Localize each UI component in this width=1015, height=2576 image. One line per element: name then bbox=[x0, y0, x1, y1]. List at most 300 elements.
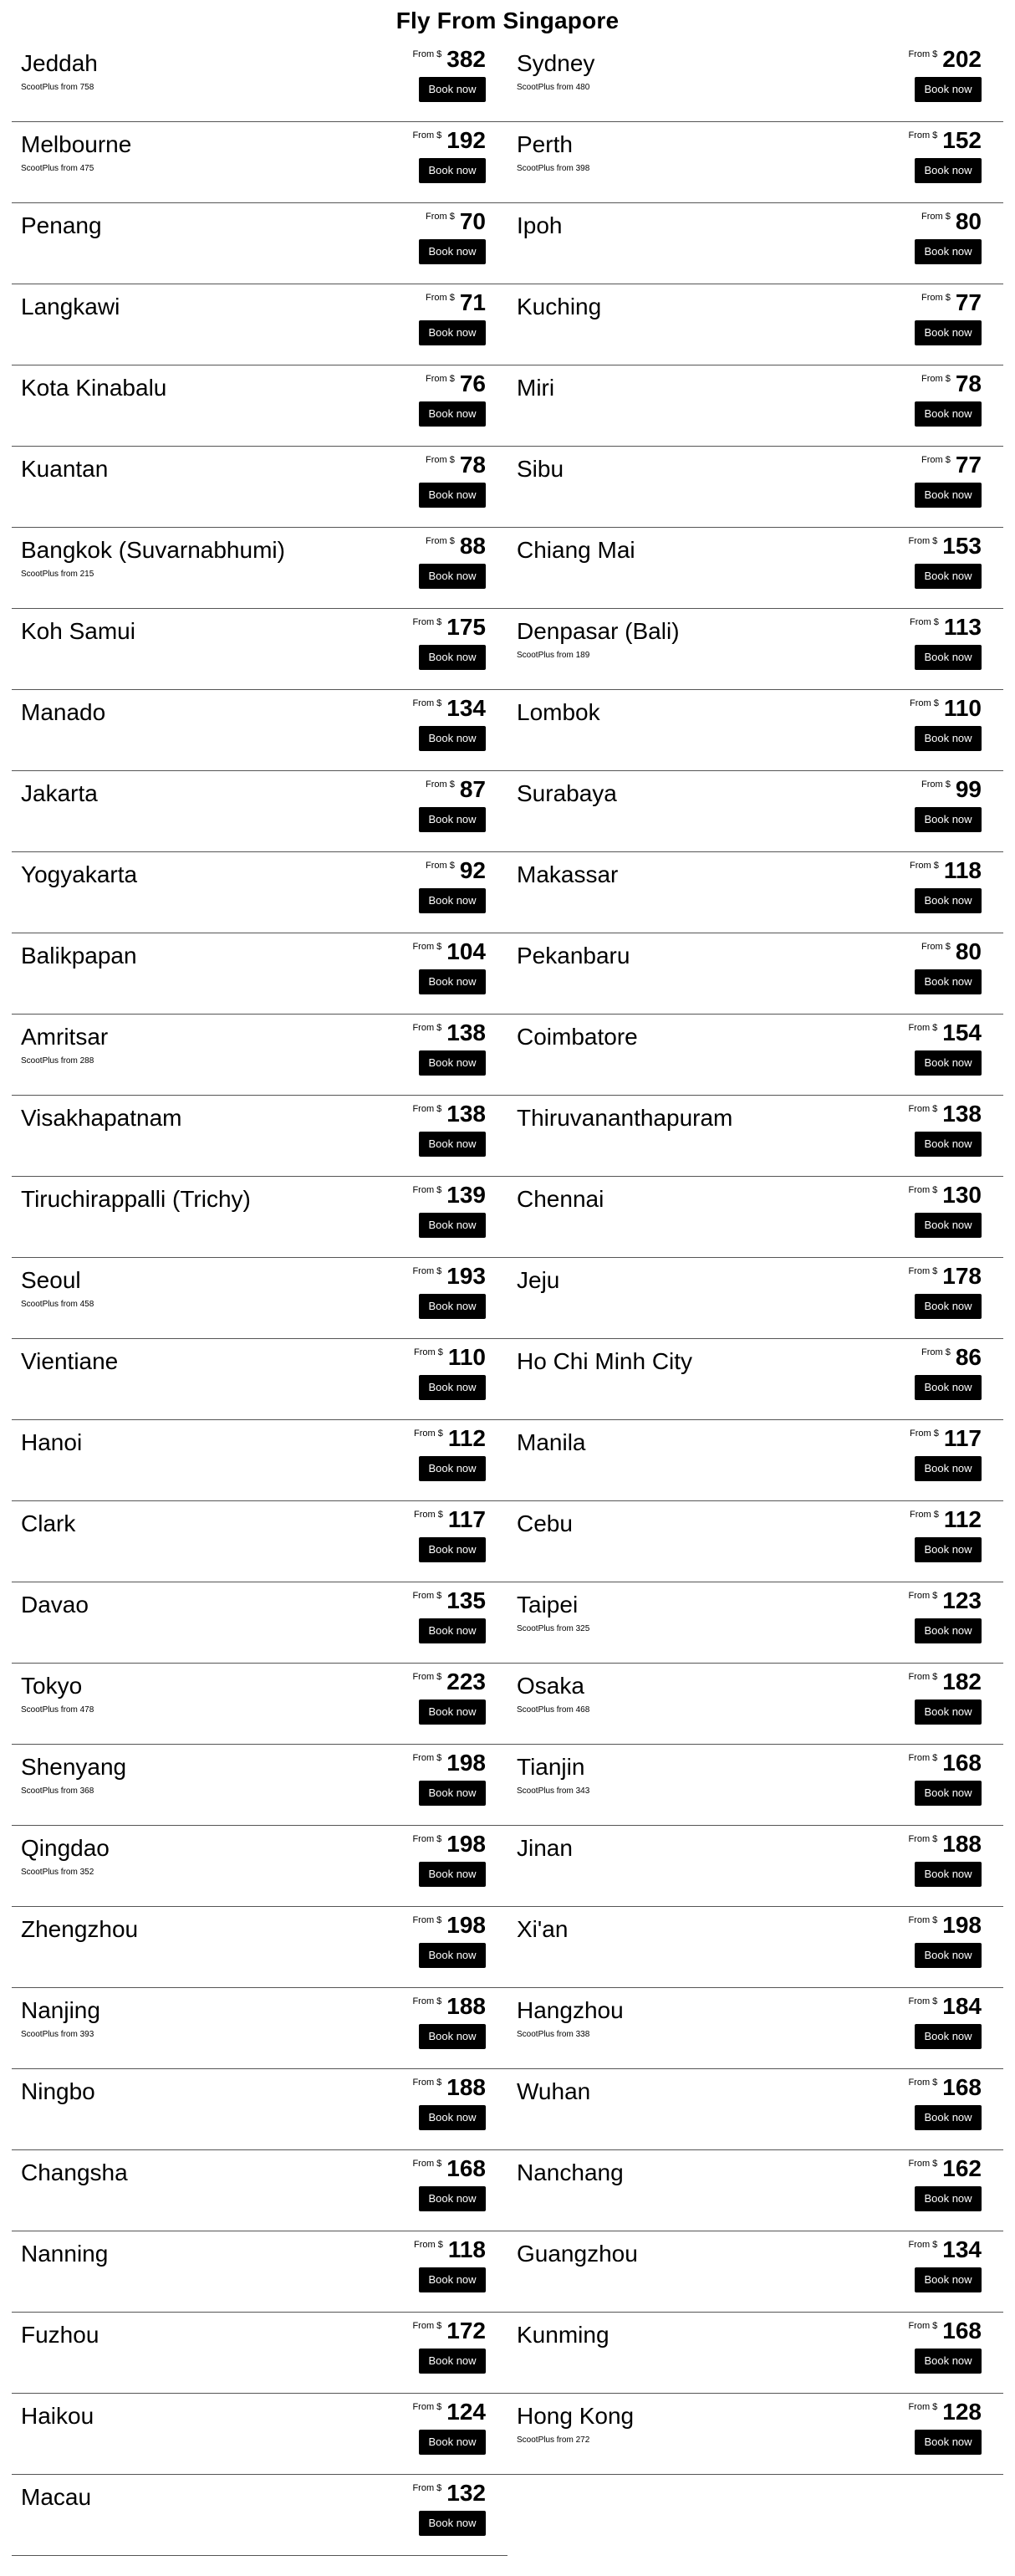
destination-name: Manila bbox=[517, 1429, 586, 1455]
fare-price bbox=[908, 2236, 982, 2265]
destination-name: Zhengzhou bbox=[21, 1916, 139, 1942]
book-now-button[interactable]: Book now bbox=[915, 77, 982, 102]
fare-price bbox=[921, 289, 982, 318]
book-now-button[interactable]: Book now bbox=[915, 888, 982, 913]
from-label: From $ bbox=[908, 2078, 938, 2088]
book-now-button[interactable]: Book now bbox=[419, 1943, 486, 1968]
destination-name: Sydney bbox=[517, 50, 595, 76]
fare-price bbox=[908, 46, 982, 74]
destination-card bbox=[508, 1178, 1003, 1258]
fare-price bbox=[908, 1831, 982, 1859]
book-now-button[interactable]: Book now bbox=[915, 1699, 982, 1725]
destination-card bbox=[12, 123, 508, 203]
destination-card bbox=[12, 2476, 508, 2556]
destination-card bbox=[12, 42, 508, 122]
from-label: From $ bbox=[412, 698, 442, 708]
fare-price bbox=[908, 127, 982, 156]
destination-card bbox=[12, 529, 508, 609]
scootplus-price: ScootPlus from 758 bbox=[21, 83, 94, 92]
destination-name: Tokyo bbox=[21, 1673, 83, 1699]
fare-price bbox=[412, 614, 486, 642]
fare-amount: 135 bbox=[446, 1587, 486, 1613]
destination-card bbox=[12, 2151, 508, 2231]
destination-name: Seoul bbox=[21, 1267, 81, 1293]
from-label: From $ bbox=[908, 536, 938, 546]
from-label: From $ bbox=[908, 1104, 938, 1114]
book-now-button[interactable]: Book now bbox=[915, 2349, 982, 2374]
destination-card bbox=[508, 691, 1003, 771]
book-now-button[interactable]: Book now bbox=[419, 645, 486, 670]
destination-name: Wuhan bbox=[517, 2078, 591, 2104]
scootplus-price: ScootPlus from 352 bbox=[21, 1868, 94, 1877]
fare-amount: 154 bbox=[942, 1020, 982, 1045]
book-now-button[interactable]: Book now bbox=[419, 2105, 486, 2130]
destination-name: Amritsar bbox=[21, 1024, 109, 1050]
book-now-button[interactable]: Book now bbox=[915, 645, 982, 670]
fare-amount: 223 bbox=[446, 1669, 486, 1694]
from-label: From $ bbox=[413, 1347, 443, 1357]
fare-price bbox=[426, 533, 486, 561]
fare-amount: 87 bbox=[459, 776, 486, 802]
fare-price bbox=[412, 1020, 486, 1048]
fare-price bbox=[908, 2155, 982, 2184]
fare-price bbox=[908, 1750, 982, 1778]
destination-name: Macau bbox=[21, 2484, 92, 2510]
book-now-button[interactable]: Book now bbox=[915, 401, 982, 427]
book-now-button[interactable]: Book now bbox=[915, 1132, 982, 1157]
destination-name: Ipoh bbox=[517, 212, 563, 238]
book-now-button[interactable]: Book now bbox=[419, 1618, 486, 1643]
scootplus-price: ScootPlus from 189 bbox=[517, 651, 590, 660]
destination-card bbox=[508, 42, 1003, 122]
destination-name: Chennai bbox=[517, 1186, 604, 1212]
book-now-button[interactable]: Book now bbox=[915, 2105, 982, 2130]
fare-amount: 182 bbox=[942, 1669, 982, 1694]
destination-name: Ningbo bbox=[21, 2078, 95, 2104]
fare-price bbox=[412, 695, 486, 723]
destination-card bbox=[508, 447, 1003, 528]
destination-card bbox=[508, 772, 1003, 852]
scootplus-price: ScootPlus from 480 bbox=[517, 83, 590, 92]
fare-amount: 78 bbox=[459, 452, 486, 478]
fare-price bbox=[412, 1750, 486, 1778]
from-label: From $ bbox=[413, 2240, 443, 2250]
fare-amount: 124 bbox=[446, 2399, 486, 2425]
book-now-button[interactable]: Book now bbox=[915, 483, 982, 508]
destination-card bbox=[12, 934, 508, 1015]
destination-card bbox=[508, 285, 1003, 365]
from-label: From $ bbox=[426, 212, 455, 222]
destination-name: Qingdao bbox=[21, 1835, 110, 1861]
fare-amount: 193 bbox=[446, 1263, 486, 1289]
fare-amount: 113 bbox=[943, 614, 982, 640]
destination-card bbox=[508, 1583, 1003, 1664]
fare-amount: 175 bbox=[446, 614, 486, 640]
book-now-button[interactable]: Book now bbox=[915, 1294, 982, 1319]
destination-name: Kunming bbox=[517, 2322, 610, 2348]
fare-amount: 123 bbox=[942, 1587, 982, 1613]
fare-price bbox=[412, 2318, 486, 2346]
fare-price bbox=[921, 776, 982, 805]
from-label: From $ bbox=[412, 1915, 442, 1925]
destination-name: Davao bbox=[21, 1592, 89, 1618]
destination-name: Kota Kinabalu bbox=[21, 375, 167, 401]
destination-grid bbox=[12, 42, 1003, 2557]
fare-amount: 80 bbox=[955, 938, 982, 964]
book-now-button[interactable]: Book now bbox=[915, 969, 982, 994]
fare-amount: 152 bbox=[942, 127, 982, 153]
book-now-button[interactable]: Book now bbox=[419, 1537, 486, 1562]
book-now-button[interactable]: Book now bbox=[915, 1618, 982, 1643]
fare-price bbox=[412, 1101, 486, 1129]
from-label: From $ bbox=[908, 1023, 938, 1033]
page-title: Fly From Singapore bbox=[395, 8, 620, 33]
from-label: From $ bbox=[426, 536, 455, 546]
book-now-button[interactable]: Book now bbox=[915, 1456, 982, 1481]
fare-price bbox=[412, 1182, 486, 1210]
fare-amount: 78 bbox=[955, 371, 982, 396]
destination-name: Changsha bbox=[21, 2159, 128, 2185]
from-label: From $ bbox=[412, 617, 442, 627]
scootplus-price: ScootPlus from 475 bbox=[21, 164, 94, 173]
fare-amount: 134 bbox=[446, 695, 486, 721]
from-label: From $ bbox=[413, 1510, 443, 1520]
fare-amount: 88 bbox=[459, 533, 486, 559]
from-label: From $ bbox=[412, 1104, 442, 1114]
fare-amount: 198 bbox=[446, 1912, 486, 1938]
destination-name: Bangkok (Suvarnabhumi) bbox=[21, 537, 285, 563]
from-label: From $ bbox=[412, 2321, 442, 2331]
destination-card bbox=[12, 610, 508, 690]
destination-name: Balikpapan bbox=[21, 943, 137, 969]
destination-card bbox=[12, 1664, 508, 1745]
book-now-button[interactable]: Book now bbox=[419, 320, 486, 345]
from-label: From $ bbox=[909, 617, 939, 627]
destination-name: Makassar bbox=[517, 861, 619, 887]
fare-price bbox=[908, 533, 982, 561]
destination-card bbox=[12, 853, 508, 933]
destination-name: Koh Samui bbox=[21, 618, 135, 644]
book-now-button[interactable]: Book now bbox=[419, 158, 486, 183]
fare-amount: 92 bbox=[459, 857, 486, 883]
fare-amount: 184 bbox=[942, 1993, 982, 2019]
book-now-button[interactable]: Book now bbox=[915, 2267, 982, 2292]
fare-amount: 188 bbox=[942, 1831, 982, 1857]
book-now-button[interactable]: Book now bbox=[419, 1132, 486, 1157]
destination-name: Melbourne bbox=[21, 131, 132, 157]
fare-price bbox=[412, 2074, 486, 2103]
destination-card bbox=[12, 1015, 508, 1096]
destination-card bbox=[12, 2313, 508, 2394]
destination-name: Tiruchirappalli (Trichy) bbox=[21, 1186, 251, 1212]
from-label: From $ bbox=[412, 2402, 442, 2412]
destination-card bbox=[508, 1096, 1003, 1177]
fare-amount: 138 bbox=[446, 1020, 486, 1045]
destination-name: Hangzhou bbox=[517, 1997, 624, 2023]
fare-price bbox=[908, 2074, 982, 2103]
destination-card bbox=[12, 2395, 508, 2475]
from-label: From $ bbox=[426, 779, 455, 790]
destination-name: Osaka bbox=[517, 1673, 584, 1699]
destination-name: Jakarta bbox=[21, 780, 98, 806]
fare-amount: 80 bbox=[955, 208, 982, 234]
book-now-button[interactable]: Book now bbox=[419, 239, 486, 264]
fare-amount: 86 bbox=[955, 1344, 982, 1370]
destination-card bbox=[12, 2070, 508, 2150]
destination-card bbox=[508, 1502, 1003, 1582]
destination-card bbox=[508, 1989, 1003, 2069]
destination-card bbox=[12, 2232, 508, 2313]
book-now-button[interactable]: Book now bbox=[915, 1375, 982, 1400]
from-label: From $ bbox=[921, 455, 951, 465]
scootplus-price: ScootPlus from 393 bbox=[21, 2030, 94, 2039]
destination-name: Denpasar (Bali) bbox=[517, 618, 680, 644]
book-now-button[interactable]: Book now bbox=[419, 483, 486, 508]
destination-name: Jinan bbox=[517, 1835, 573, 1861]
fare-amount: 112 bbox=[943, 1506, 982, 1532]
book-now-button[interactable]: Book now bbox=[419, 564, 486, 589]
from-label: From $ bbox=[412, 130, 442, 141]
fare-amount: 138 bbox=[942, 1101, 982, 1127]
from-label: From $ bbox=[909, 861, 939, 871]
from-label: From $ bbox=[412, 2483, 442, 2493]
destination-name: Penang bbox=[21, 212, 102, 238]
from-label: From $ bbox=[426, 861, 455, 871]
destination-card bbox=[12, 1989, 508, 2069]
destination-card bbox=[508, 1664, 1003, 1745]
from-label: From $ bbox=[908, 49, 938, 59]
from-label: From $ bbox=[921, 374, 951, 384]
from-label: From $ bbox=[908, 1672, 938, 1682]
book-now-button[interactable]: Book now bbox=[915, 1050, 982, 1076]
fare-amount: 162 bbox=[942, 2155, 982, 2181]
from-label: From $ bbox=[921, 212, 951, 222]
from-label: From $ bbox=[909, 1510, 939, 1520]
book-now-button[interactable]: Book now bbox=[419, 726, 486, 751]
scootplus-price: ScootPlus from 288 bbox=[21, 1056, 94, 1066]
destination-card bbox=[508, 2232, 1003, 2313]
fare-price bbox=[412, 1669, 486, 1697]
from-label: From $ bbox=[413, 1429, 443, 1439]
fare-price bbox=[412, 1912, 486, 1940]
book-now-button[interactable]: Book now bbox=[419, 2430, 486, 2455]
fare-amount: 198 bbox=[446, 1831, 486, 1857]
fare-amount: 188 bbox=[446, 1993, 486, 2019]
book-now-button[interactable]: Book now bbox=[915, 239, 982, 264]
book-now-button[interactable]: Book now bbox=[419, 2267, 486, 2292]
book-now-button[interactable]: Book now bbox=[915, 1537, 982, 1562]
destination-card bbox=[12, 1583, 508, 1664]
scootplus-price: ScootPlus from 325 bbox=[517, 1624, 590, 1633]
book-now-button[interactable]: Book now bbox=[915, 2186, 982, 2211]
destination-name: Tianjin bbox=[517, 1754, 585, 1780]
fare-amount: 99 bbox=[955, 776, 982, 802]
from-label: From $ bbox=[412, 1266, 442, 1276]
book-now-button[interactable]: Book now bbox=[419, 1699, 486, 1725]
scootplus-price: ScootPlus from 398 bbox=[517, 164, 590, 173]
book-now-button[interactable]: Book now bbox=[915, 564, 982, 589]
destination-card bbox=[12, 1827, 508, 1907]
fare-amount: 118 bbox=[447, 2236, 486, 2262]
book-now-button[interactable]: Book now bbox=[419, 1375, 486, 1400]
fare-amount: 178 bbox=[942, 1263, 982, 1289]
from-label: From $ bbox=[908, 2402, 938, 2412]
scootplus-price: ScootPlus from 215 bbox=[21, 570, 94, 579]
destination-name: Xi'an bbox=[517, 1916, 569, 1942]
destination-name: Guangzhou bbox=[517, 2241, 638, 2267]
fare-amount: 77 bbox=[955, 452, 982, 478]
fare-amount: 168 bbox=[942, 2074, 982, 2100]
destination-card bbox=[508, 934, 1003, 1015]
from-label: From $ bbox=[921, 293, 951, 303]
scootplus-price: ScootPlus from 272 bbox=[517, 2435, 590, 2445]
from-label: From $ bbox=[908, 2321, 938, 2331]
destination-card bbox=[508, 123, 1003, 203]
fare-amount: 134 bbox=[942, 2236, 982, 2262]
destination-card bbox=[12, 204, 508, 284]
destination-card bbox=[12, 1421, 508, 1501]
fare-price bbox=[412, 127, 486, 156]
destination-name: Fuzhou bbox=[21, 2322, 99, 2348]
from-label: From $ bbox=[908, 2159, 938, 2169]
fare-price bbox=[426, 857, 486, 886]
fare-price bbox=[414, 1506, 486, 1535]
fare-price bbox=[908, 1669, 982, 1697]
from-label: From $ bbox=[908, 130, 938, 141]
from-label: From $ bbox=[426, 455, 455, 465]
destination-name: Kuching bbox=[517, 294, 602, 319]
destination-name: Lombok bbox=[517, 699, 600, 725]
fare-price bbox=[921, 938, 982, 967]
from-label: From $ bbox=[908, 1185, 938, 1195]
from-label: From $ bbox=[426, 374, 455, 384]
scootplus-price: ScootPlus from 343 bbox=[517, 1786, 590, 1796]
fare-price bbox=[412, 1263, 486, 1291]
fare-price bbox=[921, 452, 982, 480]
destination-card bbox=[508, 1908, 1003, 1988]
book-now-button[interactable]: Book now bbox=[419, 2186, 486, 2211]
destination-name: Manado bbox=[21, 699, 106, 725]
destination-name: Clark bbox=[21, 1510, 76, 1536]
scootplus-price: ScootPlus from 368 bbox=[21, 1786, 94, 1796]
book-now-button[interactable]: Book now bbox=[419, 807, 486, 832]
destination-card bbox=[12, 447, 508, 528]
fare-price bbox=[908, 1263, 982, 1291]
destination-name: Pekanbaru bbox=[517, 943, 630, 969]
fare-price bbox=[908, 1182, 982, 1210]
destination-card bbox=[508, 366, 1003, 447]
destination-card bbox=[508, 853, 1003, 933]
book-now-button[interactable]: Book now bbox=[419, 2511, 486, 2536]
fare-price bbox=[921, 371, 982, 399]
fare-price bbox=[910, 857, 982, 886]
fare-amount: 112 bbox=[447, 1425, 486, 1451]
destination-name: Jeddah bbox=[21, 50, 98, 76]
book-now-button[interactable]: Book now bbox=[419, 2024, 486, 2049]
book-now-button[interactable]: Book now bbox=[419, 1862, 486, 1887]
destination-card bbox=[12, 1745, 508, 1826]
from-label: From $ bbox=[908, 1266, 938, 1276]
book-now-button[interactable]: Book now bbox=[915, 1862, 982, 1887]
book-now-button[interactable]: Book now bbox=[915, 1943, 982, 1968]
from-label: From $ bbox=[412, 942, 442, 952]
book-now-button[interactable]: Book now bbox=[915, 1781, 982, 1806]
fare-amount: 172 bbox=[446, 2318, 486, 2343]
book-now-button[interactable]: Book now bbox=[915, 320, 982, 345]
destination-card bbox=[508, 529, 1003, 609]
destination-name: Langkawi bbox=[21, 294, 120, 319]
from-label: From $ bbox=[908, 1591, 938, 1601]
destination-card bbox=[508, 610, 1003, 690]
destination-card bbox=[12, 1908, 508, 1988]
book-now-button[interactable]: Book now bbox=[915, 1213, 982, 1238]
book-now-button[interactable]: Book now bbox=[419, 1213, 486, 1238]
from-label: From $ bbox=[412, 1591, 442, 1601]
fare-amount: 198 bbox=[446, 1750, 486, 1776]
book-now-button[interactable]: Book now bbox=[915, 807, 982, 832]
book-now-button[interactable]: Book now bbox=[419, 1050, 486, 1076]
destination-name: Visakhapatnam bbox=[21, 1105, 182, 1131]
fare-amount: 117 bbox=[447, 1506, 486, 1532]
fare-amount: 139 bbox=[446, 1182, 486, 1208]
book-now-button[interactable]: Book now bbox=[915, 726, 982, 751]
fare-price bbox=[426, 452, 486, 480]
book-now-button[interactable]: Book now bbox=[419, 1781, 486, 1806]
book-now-button[interactable]: Book now bbox=[419, 401, 486, 427]
destination-name: Yogyakarta bbox=[21, 861, 138, 887]
destination-card bbox=[12, 366, 508, 447]
book-now-button[interactable]: Book now bbox=[915, 2430, 982, 2455]
book-now-button[interactable]: Book now bbox=[419, 1294, 486, 1319]
fare-amount: 104 bbox=[446, 938, 486, 964]
destination-card bbox=[508, 1745, 1003, 1826]
destination-card bbox=[508, 204, 1003, 284]
fare-amount: 71 bbox=[459, 289, 486, 315]
book-now-button[interactable]: Book now bbox=[915, 2024, 982, 2049]
book-now-button[interactable]: Book now bbox=[419, 969, 486, 994]
fare-price bbox=[426, 776, 486, 805]
from-label: From $ bbox=[921, 1347, 951, 1357]
book-now-button[interactable]: Book now bbox=[419, 77, 486, 102]
fare-price bbox=[412, 1831, 486, 1859]
fare-amount: 138 bbox=[446, 1101, 486, 1127]
from-label: From $ bbox=[412, 2159, 442, 2169]
fare-price bbox=[908, 1020, 982, 1048]
destination-card bbox=[508, 2070, 1003, 2150]
fare-amount: 198 bbox=[942, 1912, 982, 1938]
book-now-button[interactable]: Book now bbox=[419, 888, 486, 913]
from-label: From $ bbox=[412, 1834, 442, 1844]
book-now-button[interactable]: Book now bbox=[915, 158, 982, 183]
fare-price bbox=[426, 289, 486, 318]
book-now-button[interactable]: Book now bbox=[419, 2349, 486, 2374]
fare-amount: 168 bbox=[942, 2318, 982, 2343]
destination-card bbox=[12, 285, 508, 365]
fare-price bbox=[412, 938, 486, 967]
destination-card bbox=[12, 691, 508, 771]
from-label: From $ bbox=[908, 1834, 938, 1844]
destination-name: Chiang Mai bbox=[517, 537, 635, 563]
destination-card bbox=[508, 2395, 1003, 2475]
destination-name: Surabaya bbox=[517, 780, 617, 806]
fare-price bbox=[412, 1993, 486, 2021]
from-label: From $ bbox=[412, 1023, 442, 1033]
destination-name: Coimbatore bbox=[517, 1024, 638, 1050]
book-now-button[interactable]: Book now bbox=[419, 1456, 486, 1481]
fare-amount: 153 bbox=[942, 533, 982, 559]
fare-price bbox=[426, 208, 486, 237]
destination-card bbox=[508, 1827, 1003, 1907]
